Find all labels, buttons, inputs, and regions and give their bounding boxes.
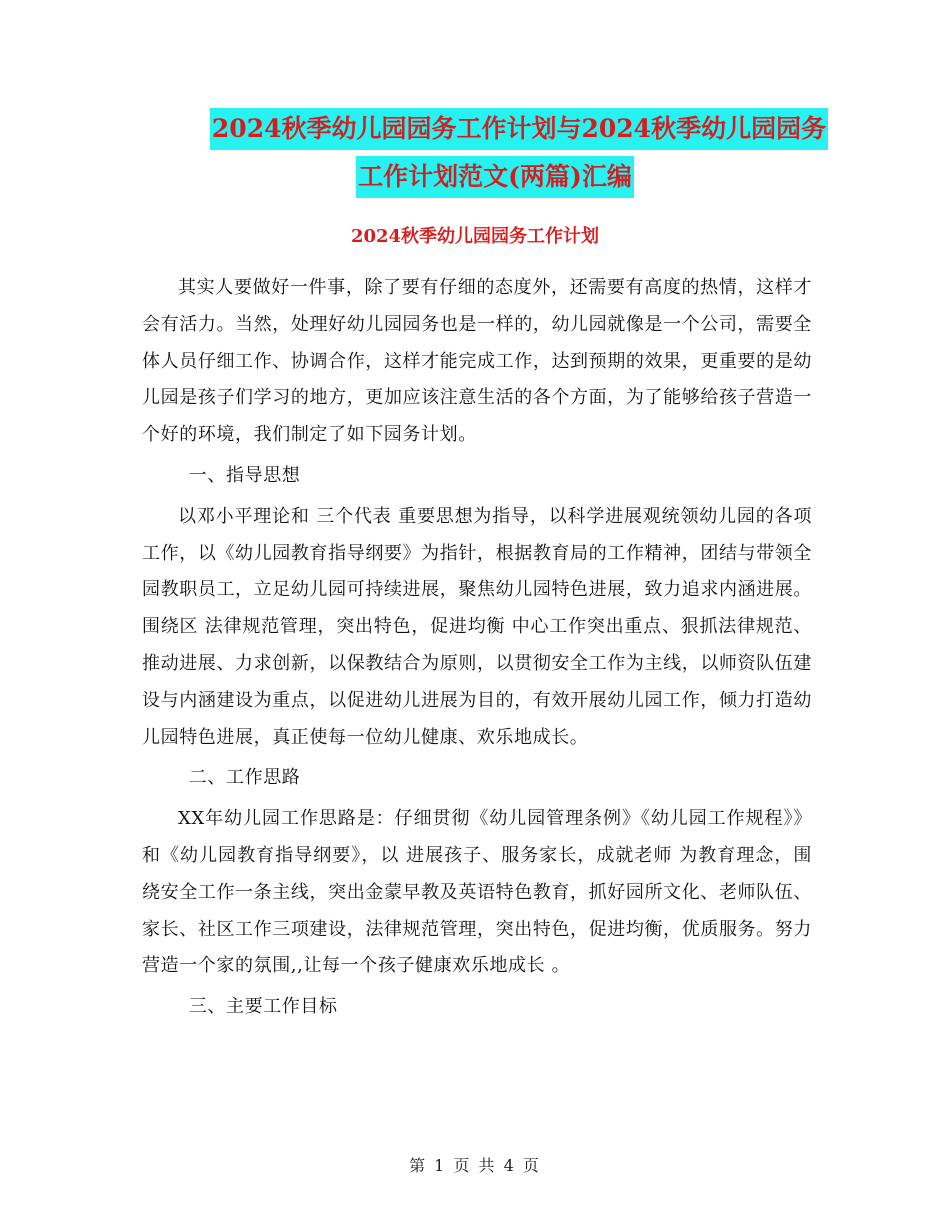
document-body — [142, 270, 812, 1026]
page-footer: 第 1 页 共 4 页 — [409, 1156, 541, 1175]
paragraph-intro: 其实人要做好一件事，除了要有仔细的态度外，还需要有高度的热情，这样才会有活力。当然，处理好幼儿园园务也是一样的，幼儿园就像是一个公司，需要全体人员仔细工作、协调合作，这样才能完成工作，达到预期的效果，更重要的是幼儿园是孩子们学习的地方，更加应该注意生活的各个方面，为了能够给孩子营造一个好的环境，我们制定了如下园务计划。 — [142, 277, 812, 446]
document-title — [140, 108, 850, 198]
paragraph-guiding-thought: 以邓小平理论和 三个代表 重要思想为指导，以科学进展观统领幼儿园的各项工作，以《幼儿园教育指导纲要》为指针，根据教育局的工作精神，团结与带领全园教职员工，立足幼儿园可持续进展，聚焦幼儿园特色进展，致力追求内涵进展。围绕区 法律规范管理，突出特色，促进均衡 中心工作突出重点、狠抓法律规范、推动进展、力求创新，以保教结合为原则，以贯彻安全工作为主线，以师资队伍建设与内涵建设为重点，以促进幼儿进展为目的，有效开展幼儿园工作，倾力打造幼儿园特色进展，真正使每一位幼儿健康、欢乐地成长。 — [142, 505, 812, 748]
title-line-1: 2024秋季幼儿园园务工作计划与2024秋季幼儿园园务 — [210, 108, 828, 150]
heading-main-goals: 三、主要工作目标 — [188, 996, 338, 1018]
section-title: 2024秋季幼儿园园务工作计划 — [350, 226, 600, 247]
paragraph-work-approach: XX年幼儿园工作思路是：仔细贯彻《幼儿园管理条例》《幼儿园工作规程》》和《幼儿园教育指导纲要》，以 进展孩子、服务家长，成就老师 为教育理念，围绕安全工作一条主线，突出金蒙早教及英语特色教育，抓好园所文化、老师队伍、家长、社区工作三项建设，法律规范管理，突出特色，促进均衡，优质服务。努力 营造一个家的氛围,,让每一个孩子健康欢乐地成长 。 — [142, 808, 812, 977]
title-line-2: 工作计划范文(两篇)汇编 — [356, 156, 634, 198]
heading-guiding-thought: 一、指导思想 — [188, 464, 301, 486]
heading-work-approach: 二、工作思路 — [188, 767, 301, 789]
